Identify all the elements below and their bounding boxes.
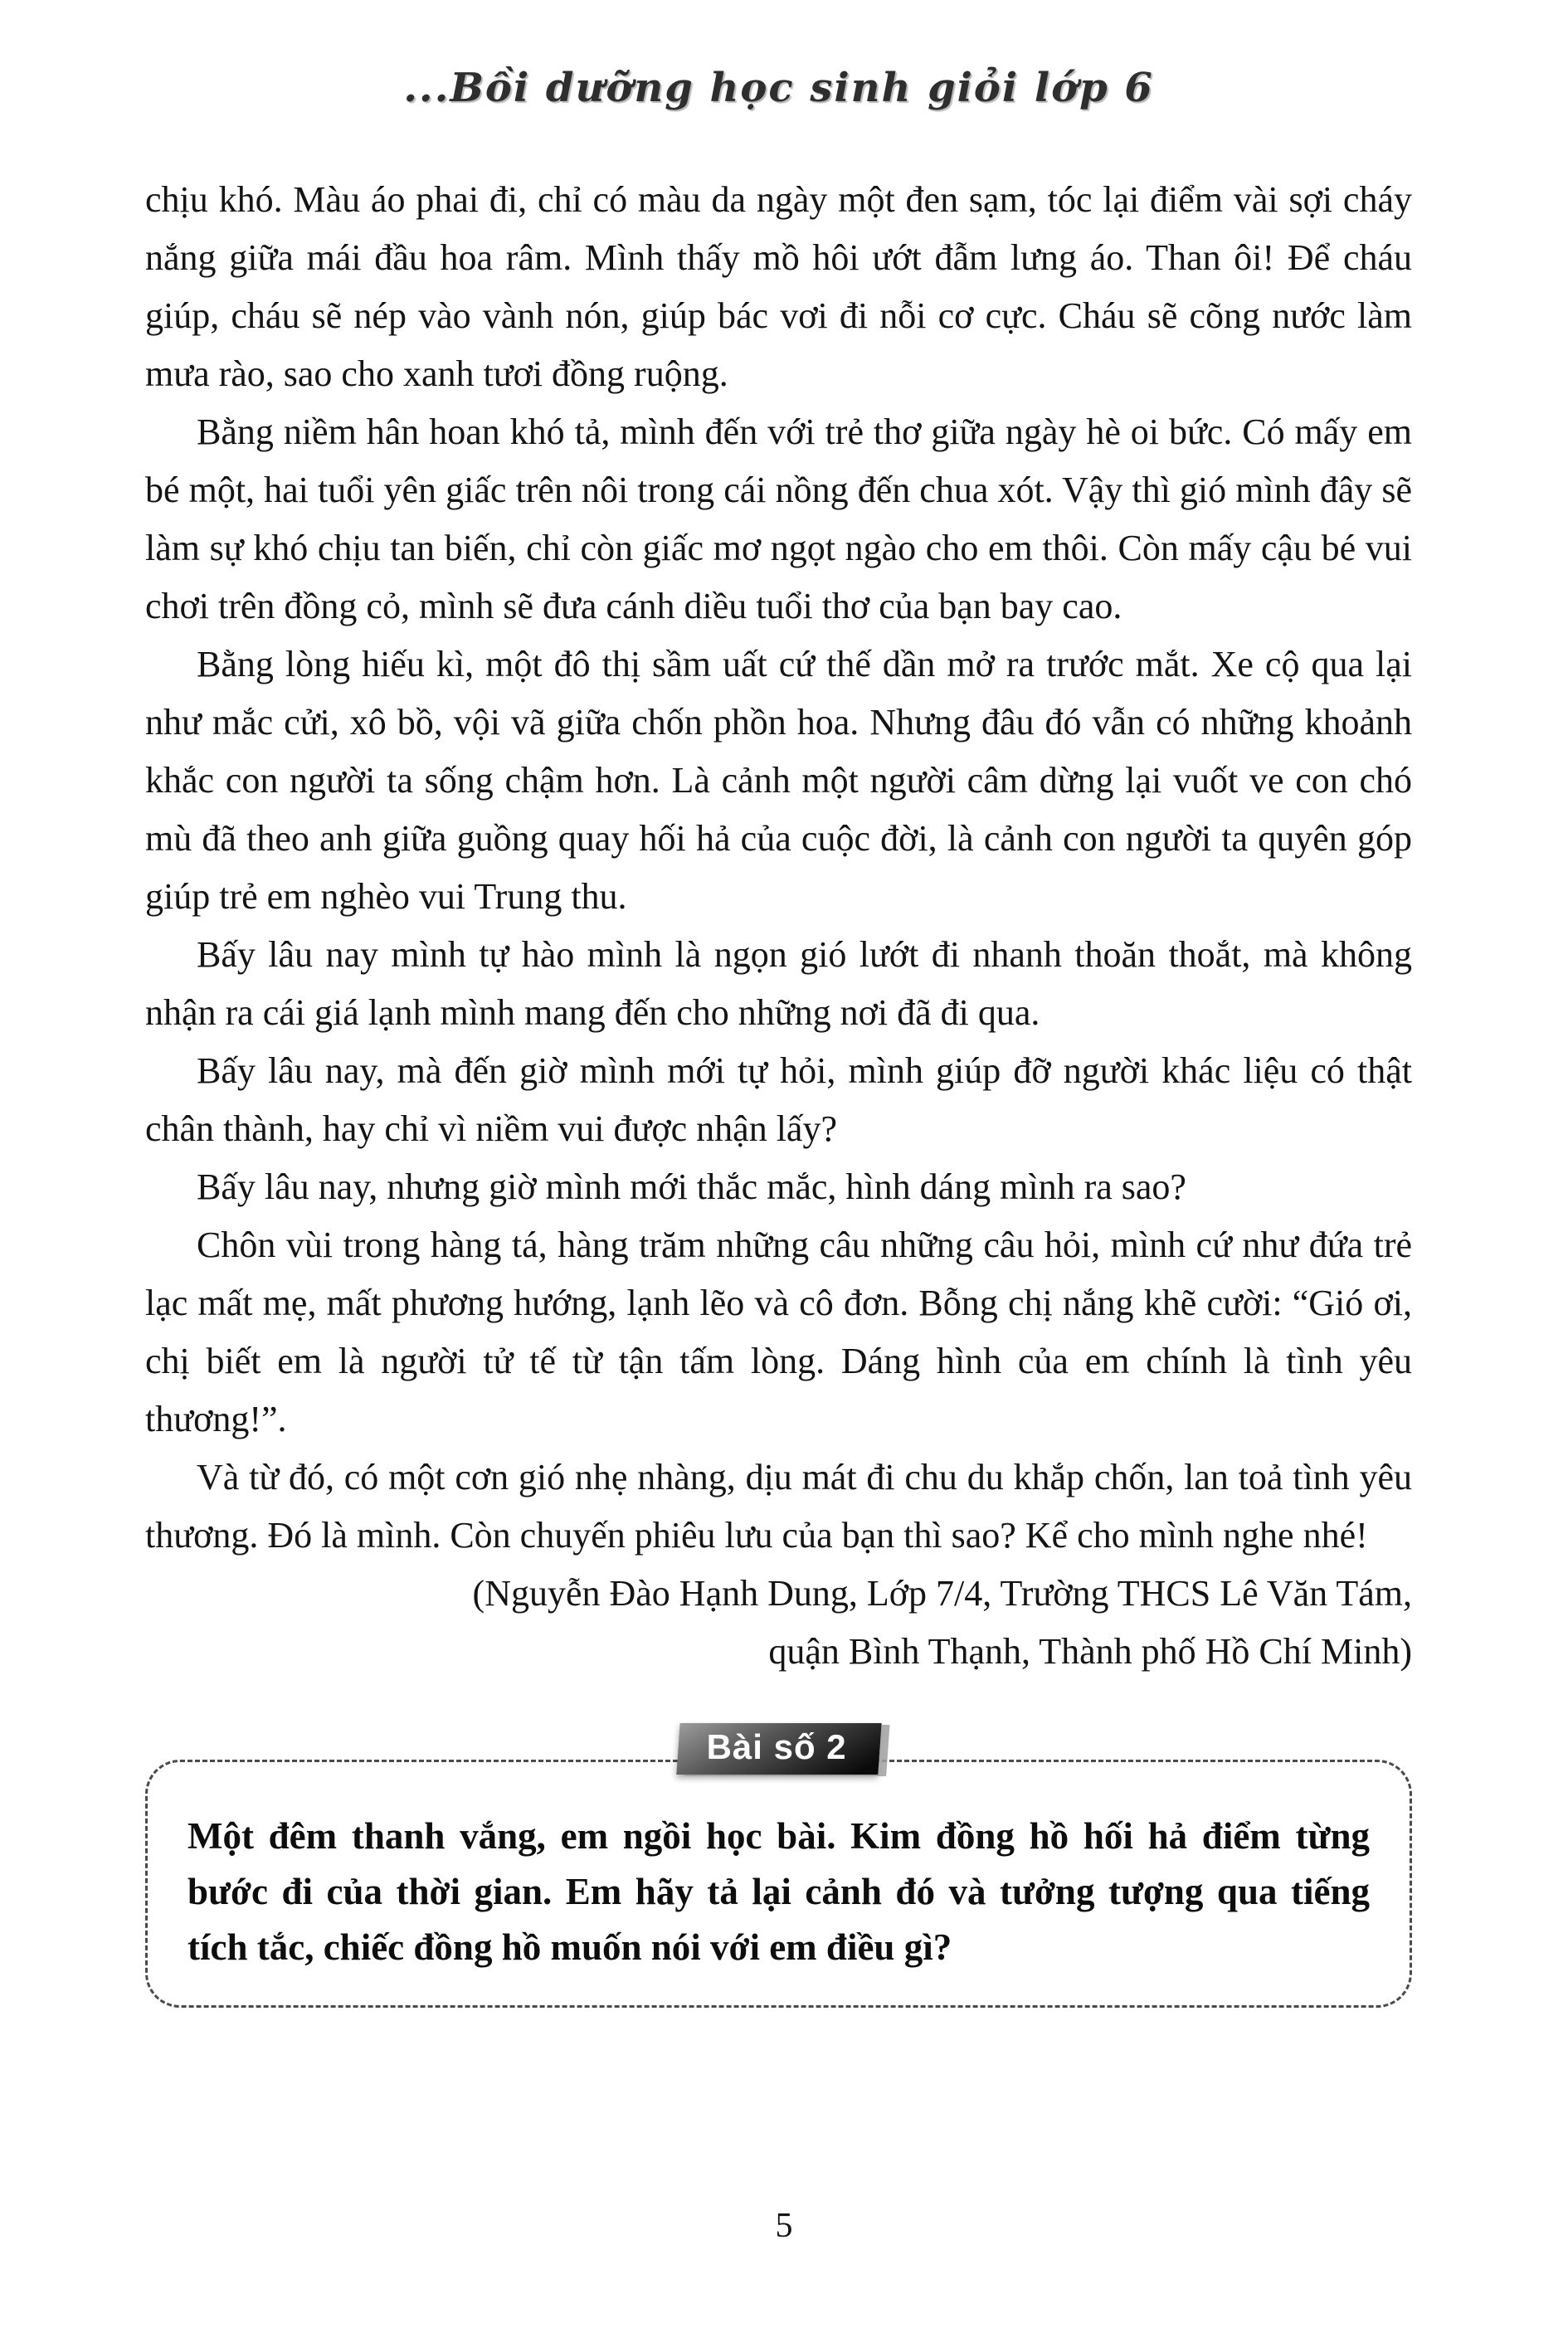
- essay-paragraph-2: Bằng niềm hân hoan khó tả, mình đến với trẻ thơ giữa ngày hè oi bức. Có mấy em bé một, hai tuổi yên giấc trên nôi trong cái nồng đến chua xót. Vậy thì gió mình đây sẽ làm sự khó chịu tan biến, chỉ còn giấc mơ ngọt ngào cho em thôi. Còn mấy cậu bé vui chơi trên đồng cỏ, mình sẽ đưa cánh diều tuổi thơ của bạn bay cao.: [145, 411, 1412, 626]
- page-number: 5: [775, 2207, 793, 2245]
- attribution: [145, 1565, 1412, 1681]
- running-header: ...Bồi dưỡng học sinh giỏi lớp 6: [403, 65, 1154, 111]
- essay-paragraph-4: Bấy lâu nay mình tự hào mình là ngọn gió lướt đi nhanh thoăn thoắt, mà không nhận ra cái giá lạnh mình mang đến cho những nơi đã đi qua.: [145, 934, 1412, 1033]
- attribution-line-1: (Nguyễn Đào Hạnh Dung, Lớp 7/4, Trường THCS Lê Văn Tám,: [472, 1573, 1412, 1614]
- essay-paragraph-1: chịu khó. Màu áo phai đi, chỉ có màu da ngày một đen sạm, tóc lại điểm vài sợi cháy nắng giữa mái đầu hoa râm. Mình thấy mồ hôi ướt đẫm lưng áo. Than ôi! Để cháu giúp, cháu sẽ nép vào vành nón, giúp bác vơi đi nỗi cơ cực. Cháu sẽ cõng nước làm mưa rào, sao cho xanh tươi đồng ruộng.: [145, 179, 1412, 394]
- attribution-line-2: quận Bình Thạnh, Thành phố Hồ Chí Minh): [768, 1631, 1412, 1672]
- exercise-label-badge: [676, 1723, 881, 1775]
- exercise-prompt-text: Một đêm thanh vắng, em ngồi học bài. Kim đồng hồ hối hả điểm từng bước đi của thời gian. Em hãy tả lại cảnh đó và tưởng tượng qua tiếng tích tắc, chiếc đồng hồ muốn nói với em điều gì?: [187, 1815, 1370, 1968]
- essay-paragraph-3: Bằng lòng hiếu kì, một đô thị sầm uất cứ thế dần mở ra trước mắt. Xe cộ qua lại như mắc cửi, xô bồ, vội vã giữa chốn phồn hoa. Nhưng đâu đó vẫn có những khoảnh khắc con người ta sống chậm hơn. Là cảnh một người câm dừng lại vuốt ve con chó mù đã theo anh giữa guồng quay hối hả của cuộc đời, là cảnh con người ta quyên góp giúp trẻ em nghèo vui Trung thu.: [145, 644, 1412, 917]
- essay-paragraph-8: Và từ đó, có một cơn gió nhẹ nhàng, dịu mát đi chu du khắp chốn, lan toả tình yêu thương. Đó là mình. Còn chuyến phiêu lưu của bạn thì sao? Kể cho mình nghe nhé!: [145, 1457, 1412, 1556]
- essay-paragraph-7: Chôn vùi trong hàng tá, hàng trăm những câu những câu hỏi, mình cứ như đứa trẻ lạc mất mẹ, mất phương hướng, lạnh lẽo và cô đơn. Bỗng chị nắng khẽ cười: “Gió ơi, chị biết em là người tử tế từ tận tấm lòng. Dáng hình của em chính là tình yêu thương!”.: [145, 1225, 1412, 1439]
- essay-body: [145, 171, 1412, 1681]
- exercise-prompt-box: [145, 1760, 1412, 2008]
- exercise-section: [145, 1727, 1412, 2008]
- essay-paragraph-6: Bấy lâu nay, nhưng giờ mình mới thắc mắc, hình dáng mình ra sao?: [197, 1166, 1186, 1207]
- essay-paragraph-5: Bấy lâu nay, mà đến giờ mình mới tự hỏi, mình giúp đỡ người khác liệu có thật chân thành, hay chỉ vì niềm vui được nhận lấy?: [145, 1050, 1412, 1149]
- exercise-label-text: Bài số 2: [706, 1727, 847, 1766]
